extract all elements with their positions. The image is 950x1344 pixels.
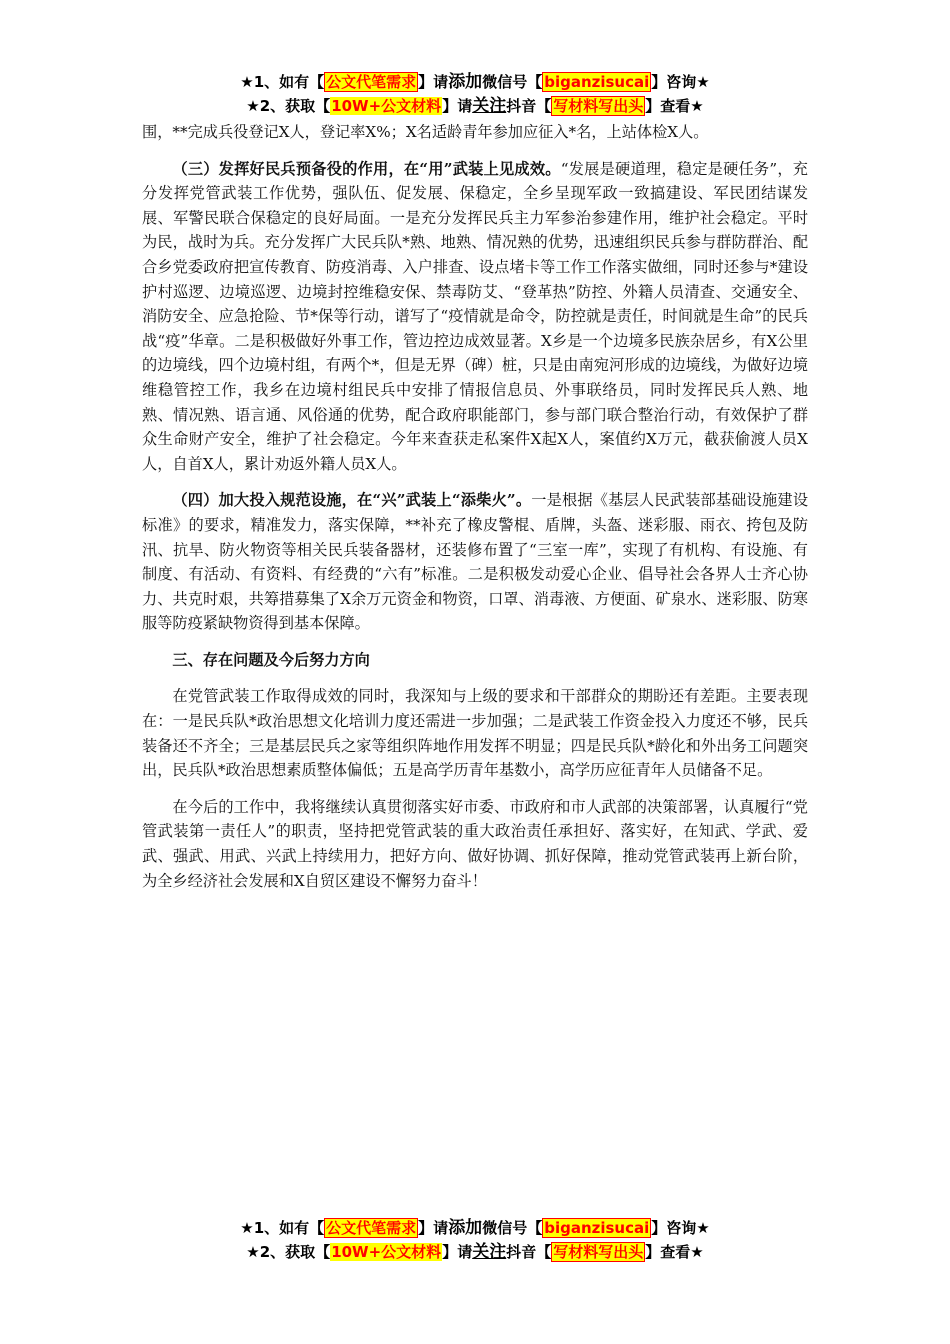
highlight-wechat-id: biganzisucai <box>544 73 650 91</box>
banner-text: 】咨询★ <box>651 73 710 91</box>
paragraph-text: “发展是硬道理，稳定是硬任务”，充分发挥党管武装工作优势，强队伍、促发展、保稳定，全乡呈现军政一致搞建设、军民团结谋发展、军警民联合保稳定的良好局面。一是充分发挥民兵主力军参治参建作用，维护社会稳定。平时为民，战时为兵。充分发挥广大民兵队*熟、地熟、情况熟的优势，迅速组织民兵参与群防群治、配合乡党委政府把宣传教育、防疫消毒、入户排查、设点堵卡等工作工作落实做细，同时还参与*建设护村巡逻、边境巡逻、边境封控维稳安保、禁毒防艾、“登革热”防控、外籍人员清查、交通安全、消防安全、应急抢险、节*保等行动，谱写了“疫情就是命令，防控就是责任，时间就是生命”的民兵战“疫”华章。二是积极做好外事工作，管边控边成效显著。X乡是一个边境多民族杂居乡，有X公里的边境线，四个边境村组，有两个*，但是无界（碑）桩，只是由南宛河形成的边境线，为做好边境维稳管控工作，我乡在边境村组民兵中安排了情报信息员、外事联络员，同时发挥民兵人熟、地熟、情况熟、语言通、风俗通的优势，配合政府职能部门，参与部门联合整治行动，有效保护了群众生命财产安全，维护了社会稳定。今年来查获走私案件X起X人，案值约X万元，截获偷渡人员X人，自首X人，累计劝返外籍人员X人。 <box>142 159 808 473</box>
paragraph-lead: （三）发挥好民兵预备役的作用，在“用”武装上见成效。 <box>172 159 561 178</box>
highlight-douyin-account: 写材料写出头 <box>553 97 644 115</box>
banner-line-1 <box>0 1216 950 1240</box>
paragraph-continuation: 围，**完成兵役登记X人，登记率X%；X名适龄青年参加应征入*名，上站体检X人。 <box>142 123 709 141</box>
highlight-ghostwriting: 公文代笔需求 <box>326 1219 417 1237</box>
banner-emphasis: 添加 <box>448 72 483 92</box>
header-banner <box>0 70 950 118</box>
banner-text: 】查看★ <box>645 1243 704 1261</box>
banner-emphasis: 关注 <box>472 1242 507 1262</box>
banner-line-2 <box>0 1240 950 1264</box>
highlight-wechat-id: biganzisucai <box>544 1219 650 1237</box>
paragraph-lead: （四）加大投入规范设施，在“兴”武装上“添柴火”。 <box>172 491 532 510</box>
paragraph-future: 在今后的工作中，我将继续认真贯彻落实好市委、市政府和市人武部的决策部署，认真履行“党管武装第一责任人”的职责，坚持把党管武装的重大政治责任承担好、落实好，在知武、学武、爱武、强武、用武、兴武上持续用力，把好方向、做好协调、抓好保障，推动党管武装再上新台阶，为全乡经济社会发展和X自贸区建设不懈努力奋斗！ <box>142 797 808 890</box>
document-body <box>142 120 808 905</box>
banner-emphasis: 关注 <box>472 96 507 116</box>
paragraph-section-3 <box>142 157 808 477</box>
banner-text: ★2、获取【 <box>246 1243 331 1261</box>
banner-line-2 <box>0 94 950 118</box>
banner-text: 微信号【 <box>482 73 543 91</box>
banner-emphasis: 添加 <box>448 1218 483 1238</box>
highlight-materials: 10W+公文材料 <box>331 97 442 115</box>
banner-text: ★1、如有【 <box>240 73 325 91</box>
banner-text: 抖音【 <box>506 1243 552 1261</box>
banner-text: 】咨询★ <box>651 1219 710 1237</box>
banner-line-1 <box>0 70 950 94</box>
paragraph-text: 一是根据《基层人民武装部基础设施建设标准》的要求，精准发力，落实保障，**补充了橡皮警棍、盾牌，头盔、迷彩服、雨衣、挎包及防汛、抗旱、防火物资等相关民兵装备器材，还装修布置了“三室一库”，实现了有机构、有设施、有制度、有活动、有资料、有经费的“六有”标准。二是积极发动爱心企业、倡导社会各界人士齐心协力、共克时艰，共筹措募集了X余万元资金和物资，口罩、消毒液、方便面、矿泉水、迷彩服、防寒服等防疫紧缺物资得到基本保障。 <box>142 491 809 633</box>
banner-text: ★1、如有【 <box>240 1219 325 1237</box>
footer-banner <box>0 1216 950 1264</box>
highlight-materials: 10W+公文材料 <box>331 1243 442 1261</box>
paragraph-section-4 <box>142 488 808 636</box>
banner-text: 微信号【 <box>482 1219 543 1237</box>
banner-text: 】查看★ <box>645 97 704 115</box>
section-heading: 三、存在问题及今后努力方向 <box>172 650 370 669</box>
banner-text: 】请 <box>442 97 473 115</box>
banner-text: ★2、获取【 <box>246 97 331 115</box>
paragraph-problems: 在党管武装工作取得成效的同时，我深知与上级的要求和干部群众的期盼还有差距。主要表现在：一是民兵队*政治思想文化培训力度还需进一步加强；二是武装工作资金投入力度还不够，民兵装备还不齐全；三是基层民兵之家等组织阵地作用发挥不明显；四是民兵队*龄化和外出务工问题突出，民兵队*政治思想素质整体偏低；五是高学历青年基数小，高学历应征青年人员储备不足。 <box>142 687 808 780</box>
highlight-douyin-account: 写材料写出头 <box>553 1243 644 1261</box>
banner-text: 】请 <box>418 1219 449 1237</box>
banner-text: 】请 <box>418 73 449 91</box>
banner-text: 】请 <box>442 1243 473 1261</box>
banner-text: 抖音【 <box>506 97 552 115</box>
highlight-ghostwriting: 公文代笔需求 <box>326 73 417 91</box>
